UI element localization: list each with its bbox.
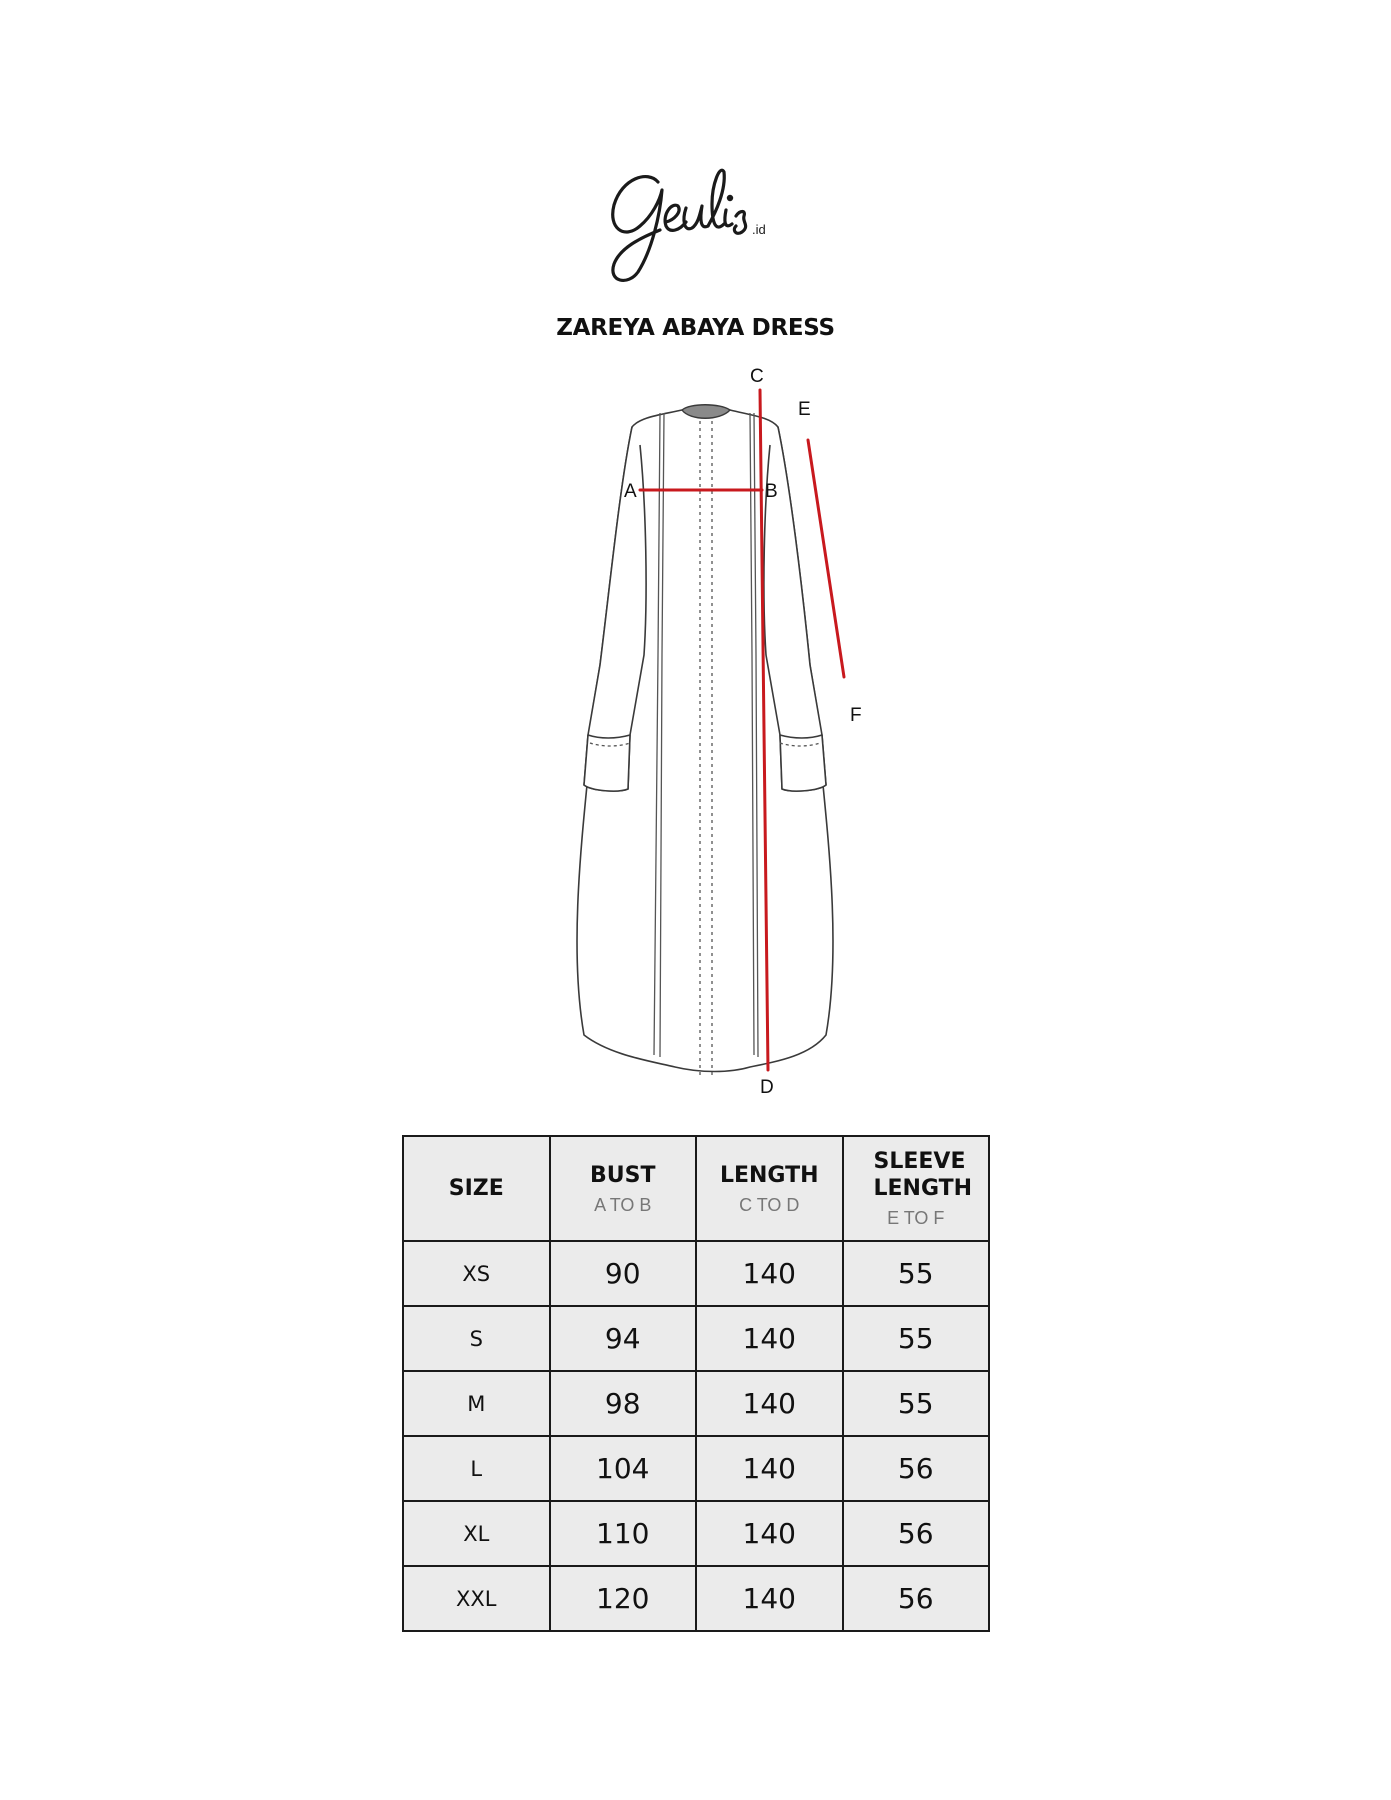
right-cuff	[780, 735, 826, 791]
size-cell: XL	[403, 1501, 550, 1566]
sleeve-line-e-to-f	[808, 440, 844, 677]
bust-cell: 110	[550, 1501, 697, 1566]
size-cell: S	[403, 1306, 550, 1371]
sleeve-cell: 55	[843, 1241, 990, 1306]
sleeve-cell: 55	[843, 1306, 990, 1371]
header-sleeve-length	[843, 1136, 990, 1241]
bust-cell: 94	[550, 1306, 697, 1371]
label-d: D	[760, 1077, 774, 1095]
bust-cell: 90	[550, 1241, 697, 1306]
table-header-row	[403, 1136, 989, 1241]
header-size	[403, 1136, 550, 1241]
header-bust-label: BUST	[590, 1162, 656, 1188]
table-row	[403, 1306, 989, 1371]
table-row	[403, 1436, 989, 1501]
dress-measurement-diagram	[540, 355, 920, 1095]
header-length-sub: C TO D	[739, 1194, 800, 1215]
sleeve-cell: 55	[843, 1371, 990, 1436]
header-bust-sub: A TO B	[594, 1194, 652, 1215]
sleeve-cell: 56	[843, 1436, 990, 1501]
table-row	[403, 1241, 989, 1306]
table-row	[403, 1566, 989, 1631]
label-f: F	[850, 705, 862, 726]
product-title: ZAREYA ABAYA DRESS	[556, 315, 835, 341]
bust-cell: 98	[550, 1371, 697, 1436]
length-cell: 140	[696, 1371, 843, 1436]
header-length	[696, 1136, 843, 1241]
label-a: A	[624, 481, 637, 502]
length-cell: 140	[696, 1501, 843, 1566]
header-sleeve-label: SLEEVE LENGTH	[873, 1149, 973, 1201]
header-size-label: SIZE	[448, 1176, 504, 1201]
label-e: E	[798, 399, 811, 420]
size-cell: XXL	[403, 1566, 550, 1631]
label-b: B	[765, 481, 778, 502]
brand-logo	[600, 160, 820, 290]
sleeve-cell: 56	[843, 1501, 990, 1566]
bust-cell: 104	[550, 1436, 697, 1501]
table-row	[403, 1501, 989, 1566]
length-cell: 140	[696, 1436, 843, 1501]
label-c: C	[750, 366, 764, 387]
logo-suffix: .id	[752, 222, 766, 237]
bust-cell: 120	[550, 1566, 697, 1631]
header-bust	[550, 1136, 697, 1241]
table-row	[403, 1371, 989, 1436]
length-cell: 140	[696, 1306, 843, 1371]
size-cell: M	[403, 1371, 550, 1436]
size-cell: L	[403, 1436, 550, 1501]
sleeve-cell: 56	[843, 1566, 990, 1631]
size-cell: XS	[403, 1241, 550, 1306]
length-cell: 140	[696, 1566, 843, 1631]
header-sleeve-sub: E TO F	[887, 1208, 945, 1228]
length-cell: 140	[696, 1241, 843, 1306]
header-length-label: LENGTH	[719, 1162, 819, 1188]
size-chart-table	[402, 1135, 990, 1632]
